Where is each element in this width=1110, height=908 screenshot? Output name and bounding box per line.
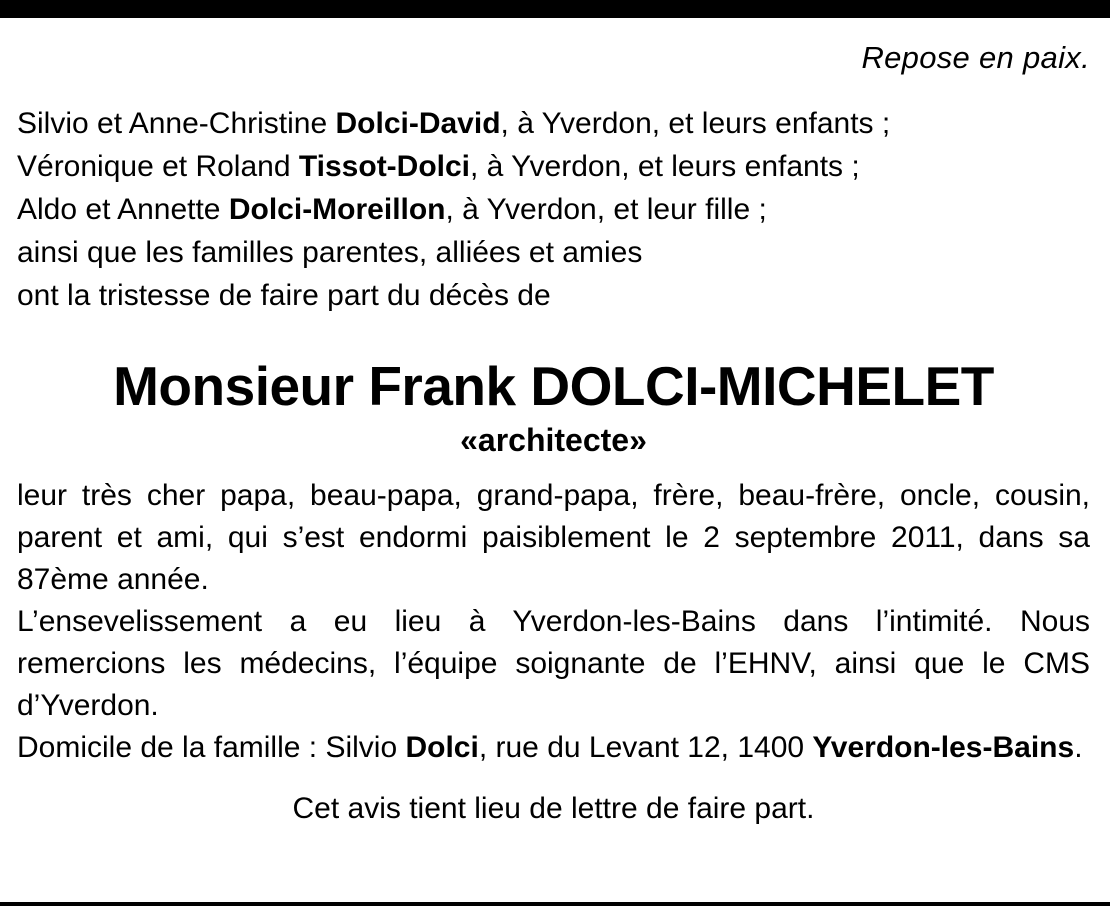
deceased-name: Monsieur Frank DOLCI-MICHELET [113, 355, 994, 417]
family-announcement [17, 102, 1090, 317]
family-line [17, 274, 1090, 317]
family-line-text: , à Yverdon, et leurs enfants ; [470, 150, 860, 183]
family-line [17, 102, 1090, 145]
family-line-text: ainsi que les familles parentes, alliées et amies [17, 236, 643, 269]
top-border-bar [0, 0, 1110, 18]
domicile-text: . [1074, 731, 1083, 764]
notice-body [17, 475, 1090, 769]
family-line [17, 188, 1090, 231]
epigraph: Repose en paix. [861, 40, 1090, 75]
family-line-text: Véronique et Roland [17, 150, 299, 183]
domicile-name: Dolci [405, 731, 479, 764]
body-paragraph-domicile [17, 727, 1090, 769]
family-name: Dolci-Moreillon [228, 193, 446, 226]
domicile-city: Yverdon-les-Bains [812, 731, 1075, 764]
family-line [17, 145, 1090, 188]
bottom-border-rule [0, 902, 1110, 906]
family-line-text: ont la tristesse de faire part du décès de [17, 279, 551, 312]
family-name: Dolci-David [335, 107, 501, 140]
closing-note: Cet avis tient lieu de lettre de faire part. [292, 792, 815, 825]
family-line-text: Silvio et Anne-Christine [17, 107, 336, 140]
domicile-text: Domicile de la famille : Silvio [17, 731, 406, 764]
family-line-text: , à Yverdon, et leurs enfants ; [500, 107, 891, 140]
family-name: Tissot-Dolci [298, 150, 471, 183]
deceased-profession: «architecte» [460, 422, 647, 458]
obituary-notice [17, 36, 1090, 831]
domicile-text: , rue du Levant 12, 1400 [478, 731, 813, 764]
body-paragraph-funeral: L’ensevelissement a eu lieu à Yverdon-les-Bains dans l’intimité. Nous remercions les médecins, l’équipe soignante de l’EHNV, ainsi que le CMS d’Yverdon. [17, 605, 1090, 722]
body-paragraph-relation: leur très cher papa, beau-papa, grand-papa, frère, beau-frère, oncle, cousin, parent et ami, qui s’est endormi paisiblement le 2 septembre 2011, dans sa 87ème année. [17, 479, 1090, 596]
family-line [17, 231, 1090, 274]
family-line-text: Aldo et Annette [17, 193, 229, 226]
family-line-text: , à Yverdon, et leur fille ; [445, 193, 767, 226]
